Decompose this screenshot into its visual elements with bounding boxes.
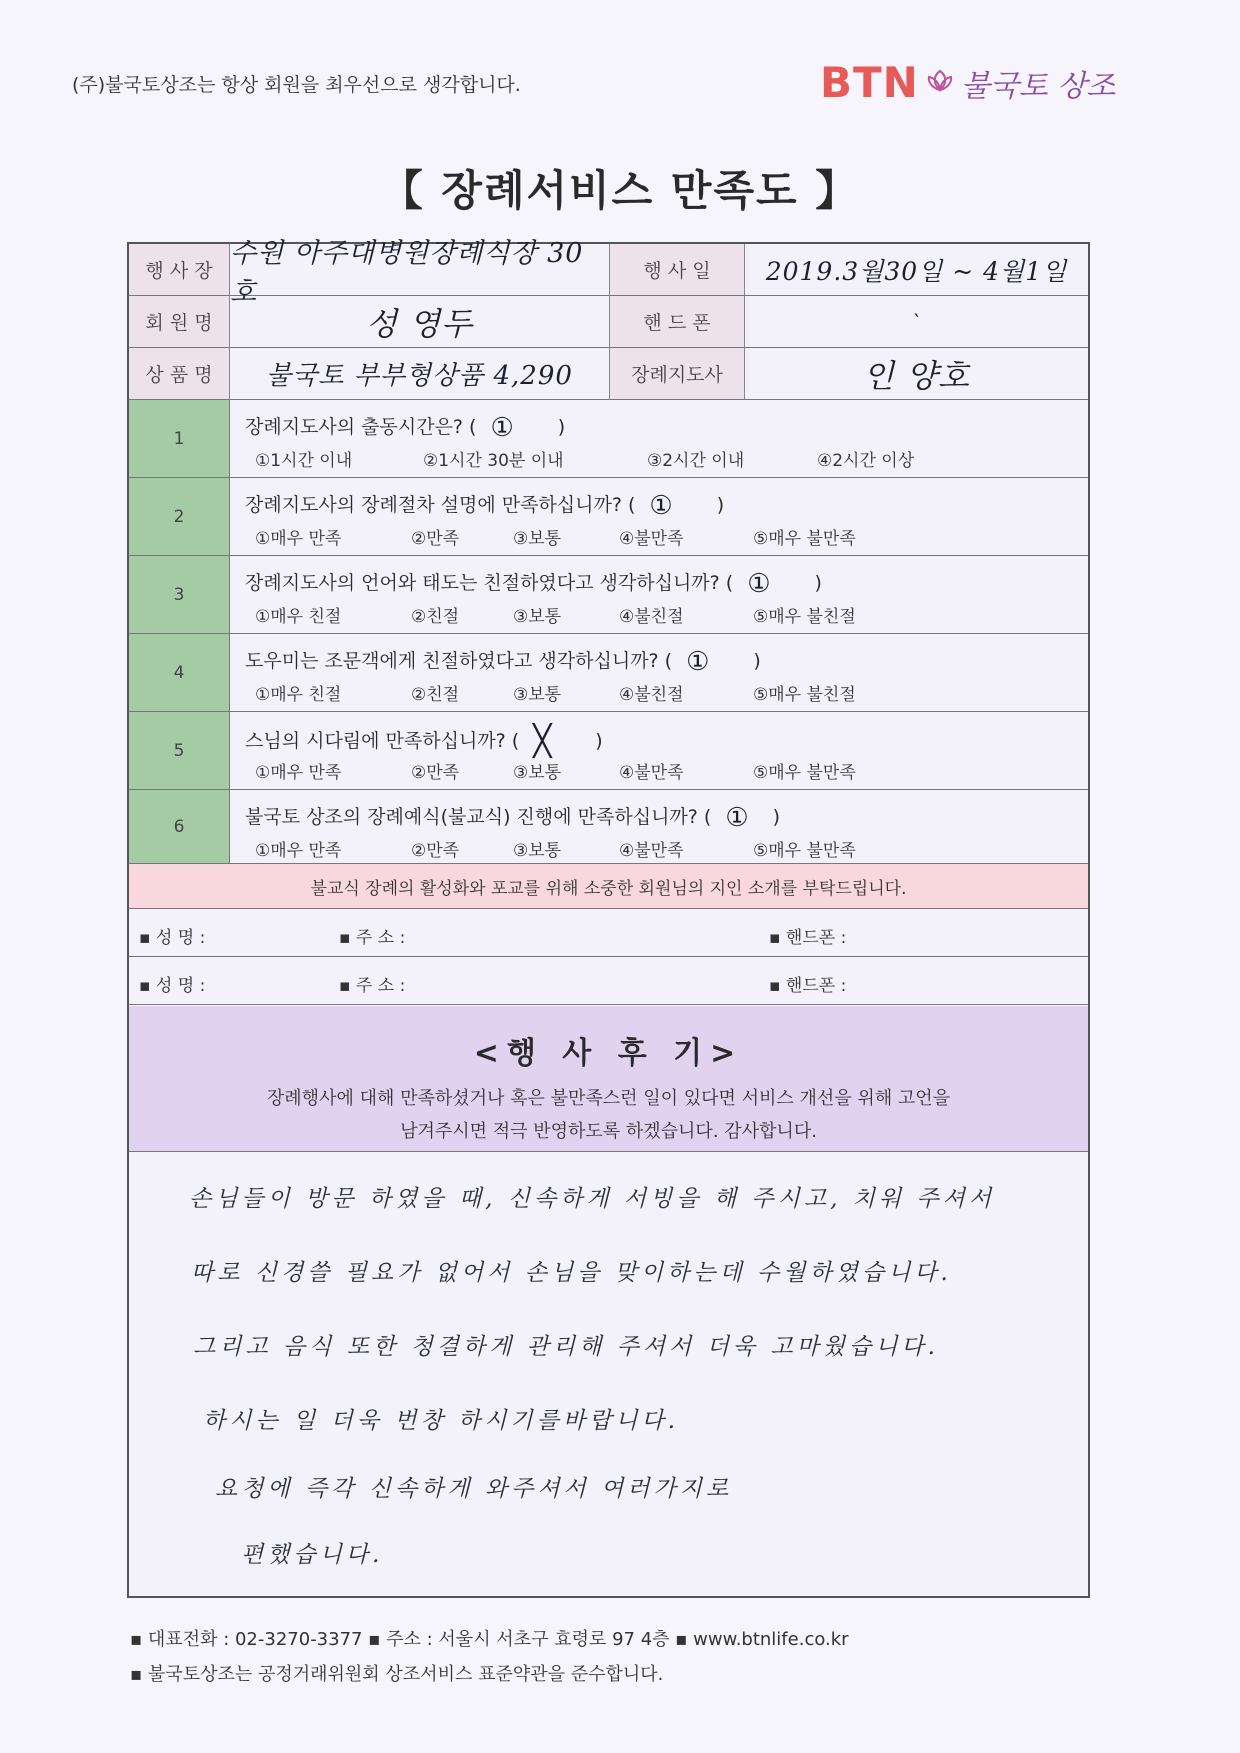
option[interactable]: ④불만족 (619, 529, 684, 549)
answer-mark[interactable]: ① (725, 802, 749, 833)
director-label: 장례지도사 (610, 348, 745, 399)
option[interactable]: ⑤매우 불만족 (753, 841, 856, 861)
company-tagline: (주)불국토상조는 항상 회원을 최우선으로 생각합니다. (72, 74, 521, 96)
question-label: 스님의 시다림에 만족하십니까? ( (245, 730, 520, 752)
review-line: 손님들이 방문 하였을 때, 신속하게 서빙을 해 주시고, 치워 주셔서 (189, 1186, 996, 1212)
review-title: <행 사 후 기> (473, 1036, 744, 1071)
answer-mark[interactable]: ① (649, 490, 673, 521)
answer-mark[interactable]: ① (686, 646, 710, 677)
member-value[interactable]: 성 영두 (366, 304, 473, 343)
option[interactable]: ④불만족 (619, 841, 684, 861)
event-date-label: 행 사 일 (610, 244, 745, 295)
referral-row-1 (129, 909, 1088, 957)
referral-address-label: ▪ 주 소 : (339, 976, 406, 996)
option[interactable]: ⑤매우 불만족 (753, 529, 856, 549)
question-close: ) (772, 806, 781, 828)
question-number: 3 (129, 556, 230, 633)
question-number: 1 (129, 400, 230, 477)
option[interactable]: ④불만족 (619, 763, 684, 783)
question-text-2 (245, 490, 724, 521)
question-number: 2 (129, 478, 230, 555)
referral-phone-label: ▪ 핸드폰 : (769, 976, 847, 996)
lotus-icon (925, 68, 955, 98)
question-close: ) (716, 494, 725, 516)
question-label: 장례지도사의 출동시간은? ( (245, 416, 477, 438)
option[interactable]: ③보통 (513, 607, 562, 627)
option[interactable]: ②1시간 30분 이내 (423, 451, 564, 471)
review-line: 편했습니다. (241, 1542, 384, 1568)
option[interactable]: ①매우 만족 (255, 529, 342, 549)
option[interactable]: ⑤매우 불친절 (753, 607, 856, 627)
info-row-member (129, 296, 1088, 348)
question-row-5 (129, 712, 1088, 790)
btn-logo (820, 58, 1115, 107)
product-cell (230, 348, 610, 399)
answer-mark[interactable]: ① (490, 412, 514, 443)
event-place-value[interactable]: 수원 아주대병원장례식장 30호 (230, 237, 584, 308)
product-label: 상 품 명 (129, 348, 230, 399)
question-label: 장례지도사의 언어와 태도는 친절하였다고 생각하십니까? ( (245, 572, 734, 594)
question-text-4 (245, 646, 761, 677)
review-line: 요청에 즉각 신속하게 와주셔서 여러가지로 (215, 1476, 733, 1502)
question-number: 5 (129, 712, 230, 789)
option[interactable]: ⑤매우 불만족 (753, 763, 856, 783)
footer-contact: ▪ 대표전화 : 02-3270-3377 ▪ 주소 : 서울시 서초구 효령로 97 4층 ▪ www.btnlife.co.kr (130, 1629, 849, 1650)
option[interactable]: ①매우 만족 (255, 841, 342, 861)
question-row-3 (129, 556, 1088, 634)
option[interactable]: ③보통 (513, 841, 562, 861)
question-close: ) (814, 572, 822, 594)
option[interactable]: ②만족 (411, 841, 460, 861)
answer-mark[interactable]: ① (747, 568, 771, 599)
event-place-cell (230, 237, 610, 308)
referral-banner: 불교식 장례의 활성화와 포교를 위해 소중한 회원님의 지인 소개를 부탁드립니다. (129, 864, 1088, 909)
question-text-6 (245, 802, 780, 833)
question-close: ) (753, 650, 761, 672)
director-cell (745, 348, 1088, 399)
option[interactable]: ④2시간 이상 (817, 451, 915, 471)
product-value[interactable]: 불국토 부부형상품 4,290 (266, 361, 573, 391)
question-label: 불국토 상조의 장례예식(불교식) 진행에 만족하십니까? ( (245, 806, 712, 828)
option[interactable]: ②만족 (411, 763, 460, 783)
member-cell (230, 296, 610, 347)
option[interactable]: ⑤매우 불친절 (753, 685, 856, 705)
info-row-product (129, 348, 1088, 400)
info-row-event (129, 237, 1088, 308)
question-number: 6 (129, 790, 230, 863)
question-options (255, 446, 914, 471)
question-row-1 (129, 400, 1088, 478)
option[interactable]: ③보통 (513, 685, 562, 705)
option[interactable]: ①매우 친절 (255, 607, 342, 627)
option[interactable]: ①1시간 이내 (255, 451, 353, 471)
logo-btn-text: BTN (820, 58, 919, 107)
option[interactable]: ②친절 (411, 685, 460, 705)
review-line: 따로 신경쓸 필요가 없어서 손님을 맞이하는데 수월하였습니다. (191, 1260, 952, 1286)
question-close: ) (595, 730, 603, 752)
footer-notice: ▪ 불국토상조는 공정거래위원회 상조서비스 표준약관을 준수합니다. (130, 1664, 664, 1685)
event-date-value[interactable]: 2019.3월30일 ~ 4월1일 (765, 256, 1068, 286)
option[interactable]: ③보통 (513, 763, 562, 783)
answer-mark[interactable]: ╳ (533, 724, 552, 759)
question-row-4 (129, 634, 1088, 712)
option[interactable]: ①매우 만족 (255, 763, 342, 783)
referral-name-label: ▪ 성 명 : (139, 928, 206, 948)
referral-name-label: ▪ 성 명 : (139, 976, 206, 996)
option[interactable]: ②만족 (411, 529, 460, 549)
question-options (255, 680, 856, 705)
phone-label: 핸 드 폰 (610, 296, 745, 347)
director-value[interactable]: 인 양호 (863, 356, 970, 395)
option[interactable]: ③보통 (513, 529, 562, 549)
event-place-label: 행 사 장 (129, 244, 230, 295)
review-line: 하시는 일 더욱 번창 하시기를바랍니다. (203, 1408, 680, 1434)
phone-cell (745, 296, 1088, 347)
referral-address-label: ▪ 주 소 : (339, 928, 406, 948)
review-text-area[interactable] (129, 1152, 1088, 1596)
review-description (129, 1082, 1088, 1148)
referral-row-2 (129, 957, 1088, 1005)
question-number: 4 (129, 634, 230, 711)
review-header (129, 1006, 1088, 1152)
option[interactable]: ①매우 친절 (255, 685, 342, 705)
question-options (255, 758, 856, 783)
question-close: ) (557, 416, 566, 438)
review-desc-line: 남겨주시면 적극 반영하도록 하겠습니다. 감사합니다. (400, 1121, 817, 1142)
question-label: 도우미는 조문객에게 친절하였다고 생각하십니까? ( (245, 650, 673, 672)
option[interactable]: ②친절 (411, 607, 460, 627)
question-options (255, 524, 856, 549)
question-options (255, 836, 856, 861)
question-options (255, 602, 856, 627)
page-title: 【 장례서비스 만족도 】 (380, 166, 860, 215)
member-label: 회 원 명 (129, 296, 230, 347)
review-line: 그리고 음식 또한 청결하게 관리해 주셔서 더욱 고마웠습니다. (193, 1334, 939, 1360)
review-desc-line: 장례행사에 대해 만족하셨거나 혹은 불만족스런 일이 있다면 서비스 개선을 위해 고언을 (266, 1088, 951, 1109)
question-text-1 (245, 412, 565, 443)
event-date-cell (745, 244, 1088, 295)
question-text-3 (245, 568, 822, 599)
option[interactable]: ④불친절 (619, 607, 684, 627)
phone-value[interactable]: ` (911, 309, 922, 334)
question-row-2 (129, 478, 1088, 556)
logo-company-name: 불국토 상조 (960, 68, 1116, 104)
question-label: 장례지도사의 장례절차 설명에 만족하십니까? ( (245, 494, 636, 516)
referral-phone-label: ▪ 핸드폰 : (769, 928, 847, 948)
question-row-6 (129, 790, 1088, 864)
option[interactable]: ③2시간 이내 (647, 451, 745, 471)
question-text-5 (245, 724, 603, 759)
survey-form (127, 237, 1090, 1598)
option[interactable]: ④불친절 (619, 685, 684, 705)
